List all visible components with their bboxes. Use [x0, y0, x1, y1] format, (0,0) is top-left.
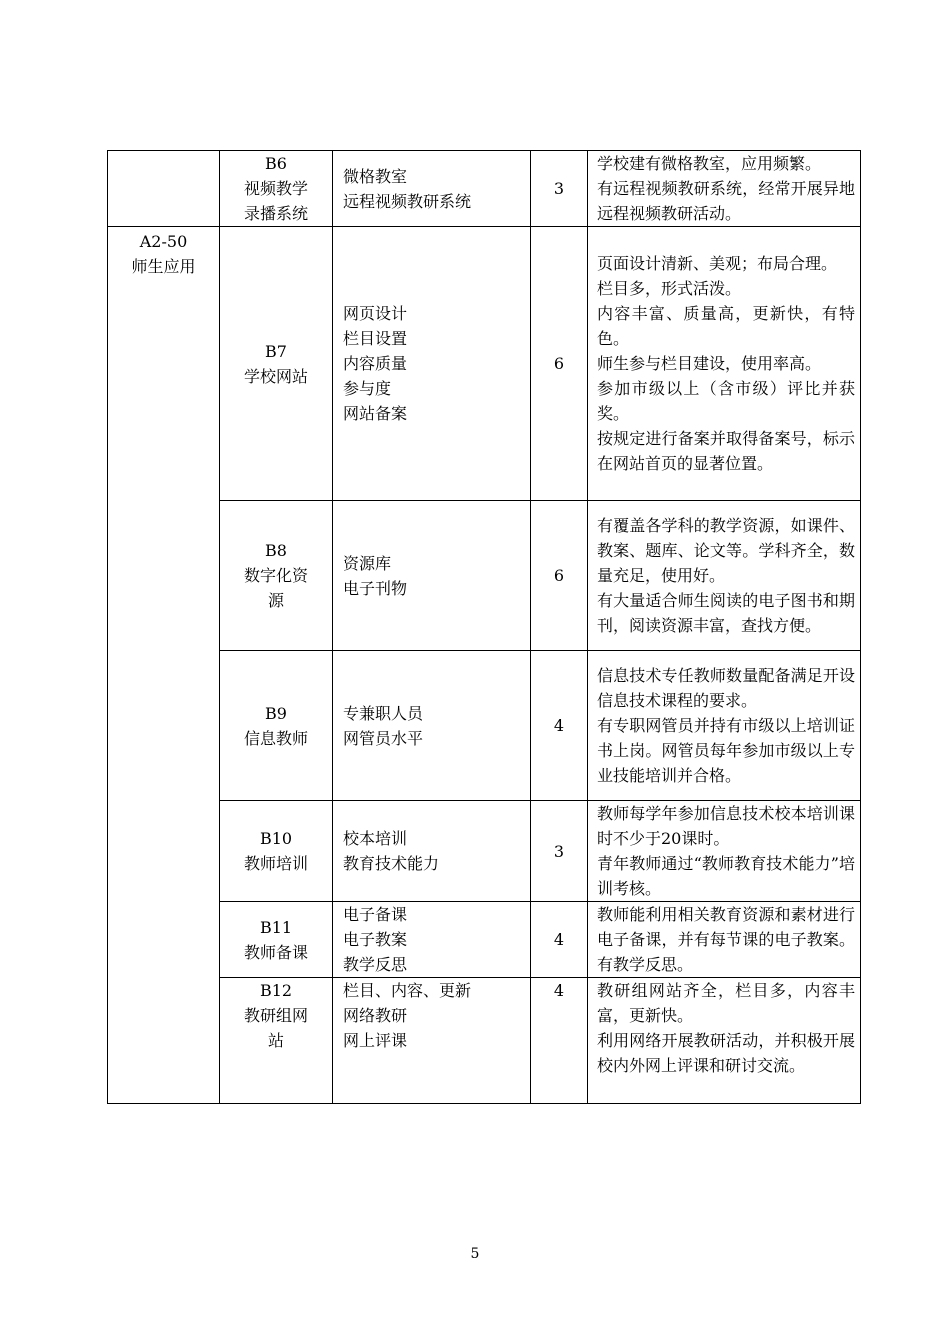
items-cell: 资源库 电子刊物 — [333, 501, 531, 651]
criteria-cell: 学校建有微格教室，应用频繁。 有远程视频教研系统，经常开展异地远程视频教研活动。 — [588, 151, 861, 227]
criteria-cell: 教研组网站齐全，栏目多，内容丰富，更新快。 利用网络开展教研活动，并积极开展校内外网上评课和研讨交流。 — [588, 978, 861, 1104]
evaluation-table — [107, 150, 861, 1104]
table-row — [108, 651, 861, 801]
indicator-name-cell: B6 视频教学 录播系统 — [220, 151, 333, 227]
page-number: 5 — [470, 1246, 480, 1262]
group-cell-a2: A2-50 师生应用 — [108, 227, 220, 1104]
table-row — [108, 801, 861, 902]
group-cell-empty — [108, 151, 220, 227]
indicator-name-cell: B10 教师培训 — [220, 801, 333, 902]
indicator-name-cell: B7 学校网站 — [220, 227, 333, 501]
score-cell: 3 — [531, 151, 588, 227]
table-row — [108, 501, 861, 651]
criteria-cell: 页面设计清新、美观；布局合理。 栏目多，形式活泼。 内容丰富、质量高，更新快，有特色。 师生参与栏目建设，使用率高。 参加市级以上（含市级）评比并获奖。 按规定进行备案并取得备案号，标示在网站首页的显著位置。 — [588, 227, 861, 501]
table-row — [108, 902, 861, 978]
indicator-name-cell: B11 教师备课 — [220, 902, 333, 978]
items-cell: 电子备课 电子教案 教学反思 — [333, 902, 531, 978]
score-cell: 6 — [531, 501, 588, 651]
table-row — [108, 151, 861, 227]
table-row — [108, 227, 861, 501]
criteria-cell: 有覆盖各学科的教学资源，如课件、教案、题库、论文等。学科齐全，数量充足，使用好。 有大量适合师生阅读的电子图书和期刊，阅读资源丰富，查找方便。 — [588, 501, 861, 651]
score-cell: 6 — [531, 227, 588, 501]
criteria-cell: 教师能利用相关教育资源和素材进行电子备课，并有每节课的电子教案。有教学反思。 — [588, 902, 861, 978]
score-cell: 4 — [531, 902, 588, 978]
table-row — [108, 978, 861, 1104]
items-cell: 校本培训 教育技术能力 — [333, 801, 531, 902]
score-cell: 4 — [531, 978, 588, 1104]
indicator-name-cell: B12 教研组网 站 — [220, 978, 333, 1104]
items-cell: 网页设计 栏目设置 内容质量 参与度 网站备案 — [333, 227, 531, 501]
indicator-name-cell: B8 数字化资 源 — [220, 501, 333, 651]
items-cell: 栏目、内容、更新 网络教研 网上评课 — [333, 978, 531, 1104]
score-cell: 4 — [531, 651, 588, 801]
items-cell: 专兼职人员 网管员水平 — [333, 651, 531, 801]
score-cell: 3 — [531, 801, 588, 902]
items-cell: 微格教室 远程视频教研系统 — [333, 151, 531, 227]
criteria-cell: 信息技术专任教师数量配备满足开设信息技术课程的要求。 有专职网管员并持有市级以上培训证书上岗。网管员每年参加市级以上专业技能培训并合格。 — [588, 651, 861, 801]
criteria-cell: 教师每学年参加信息技术校本培训课时不少于20课时。 青年教师通过“教师教育技术能力”培训考核。 — [588, 801, 861, 902]
indicator-name-cell: B9 信息教师 — [220, 651, 333, 801]
